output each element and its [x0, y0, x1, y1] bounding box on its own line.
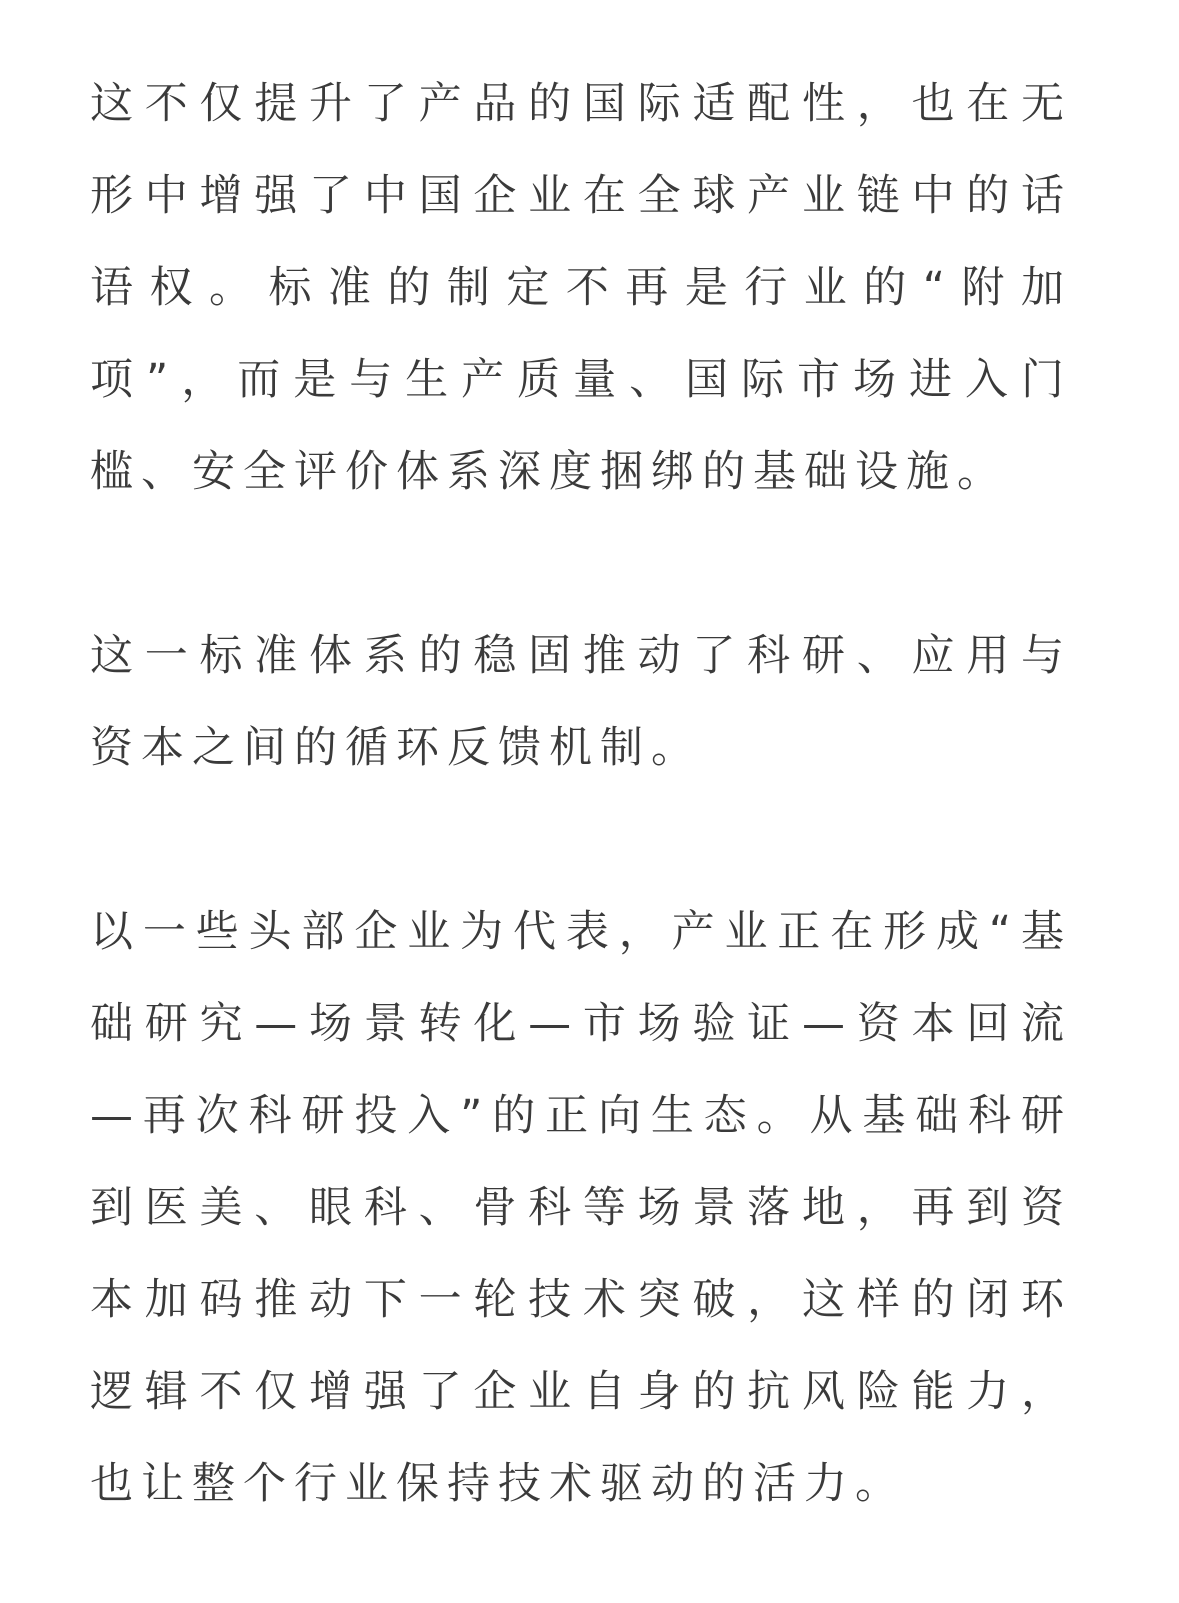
text-line: 础研究—场景转化—市场验证—资本回流 [90, 999, 1065, 1049]
paragraph-industry-ecosystem [90, 886, 1065, 1530]
text-line: 以一些头部企业为代表，产业正在形成“基 [90, 907, 1065, 957]
text-line: 这不仅提升了产品的国际适配性，也在无 [90, 79, 1065, 129]
text-line: 到医美、眼科、骨科等场景落地，再到资 [90, 1183, 1065, 1233]
paragraph-standards-influence [90, 58, 1065, 518]
paragraph-feedback-loop [90, 610, 1065, 794]
paragraph-spacer [90, 518, 1065, 610]
text-line: 这一标准体系的稳固推动了科研、应用与 [90, 631, 1065, 681]
text-line: 形中增强了中国企业在全球产业链中的话 [90, 171, 1065, 221]
text-line: 语权。标准的制定不再是行业的“附加 [90, 263, 1065, 313]
text-line: 槛、安全评价体系深度捆绑的基础设施。 [90, 447, 1008, 497]
article-body [90, 58, 1065, 1530]
text-line: 也让整个行业保持技术驱动的活力。 [90, 1459, 906, 1509]
text-line: 本加码推动下一轮技术突破，这样的闭环 [90, 1275, 1065, 1325]
paragraph-spacer [90, 794, 1065, 886]
text-line: 资本之间的循环反馈机制。 [90, 723, 702, 773]
text-line: 项”，而是与生产质量、国际市场进入门 [90, 355, 1065, 405]
text-line: —再次科研投入”的正向生态。从基础科研 [90, 1091, 1065, 1141]
text-line: 逻辑不仅增强了企业自身的抗风险能力， [90, 1367, 1065, 1417]
